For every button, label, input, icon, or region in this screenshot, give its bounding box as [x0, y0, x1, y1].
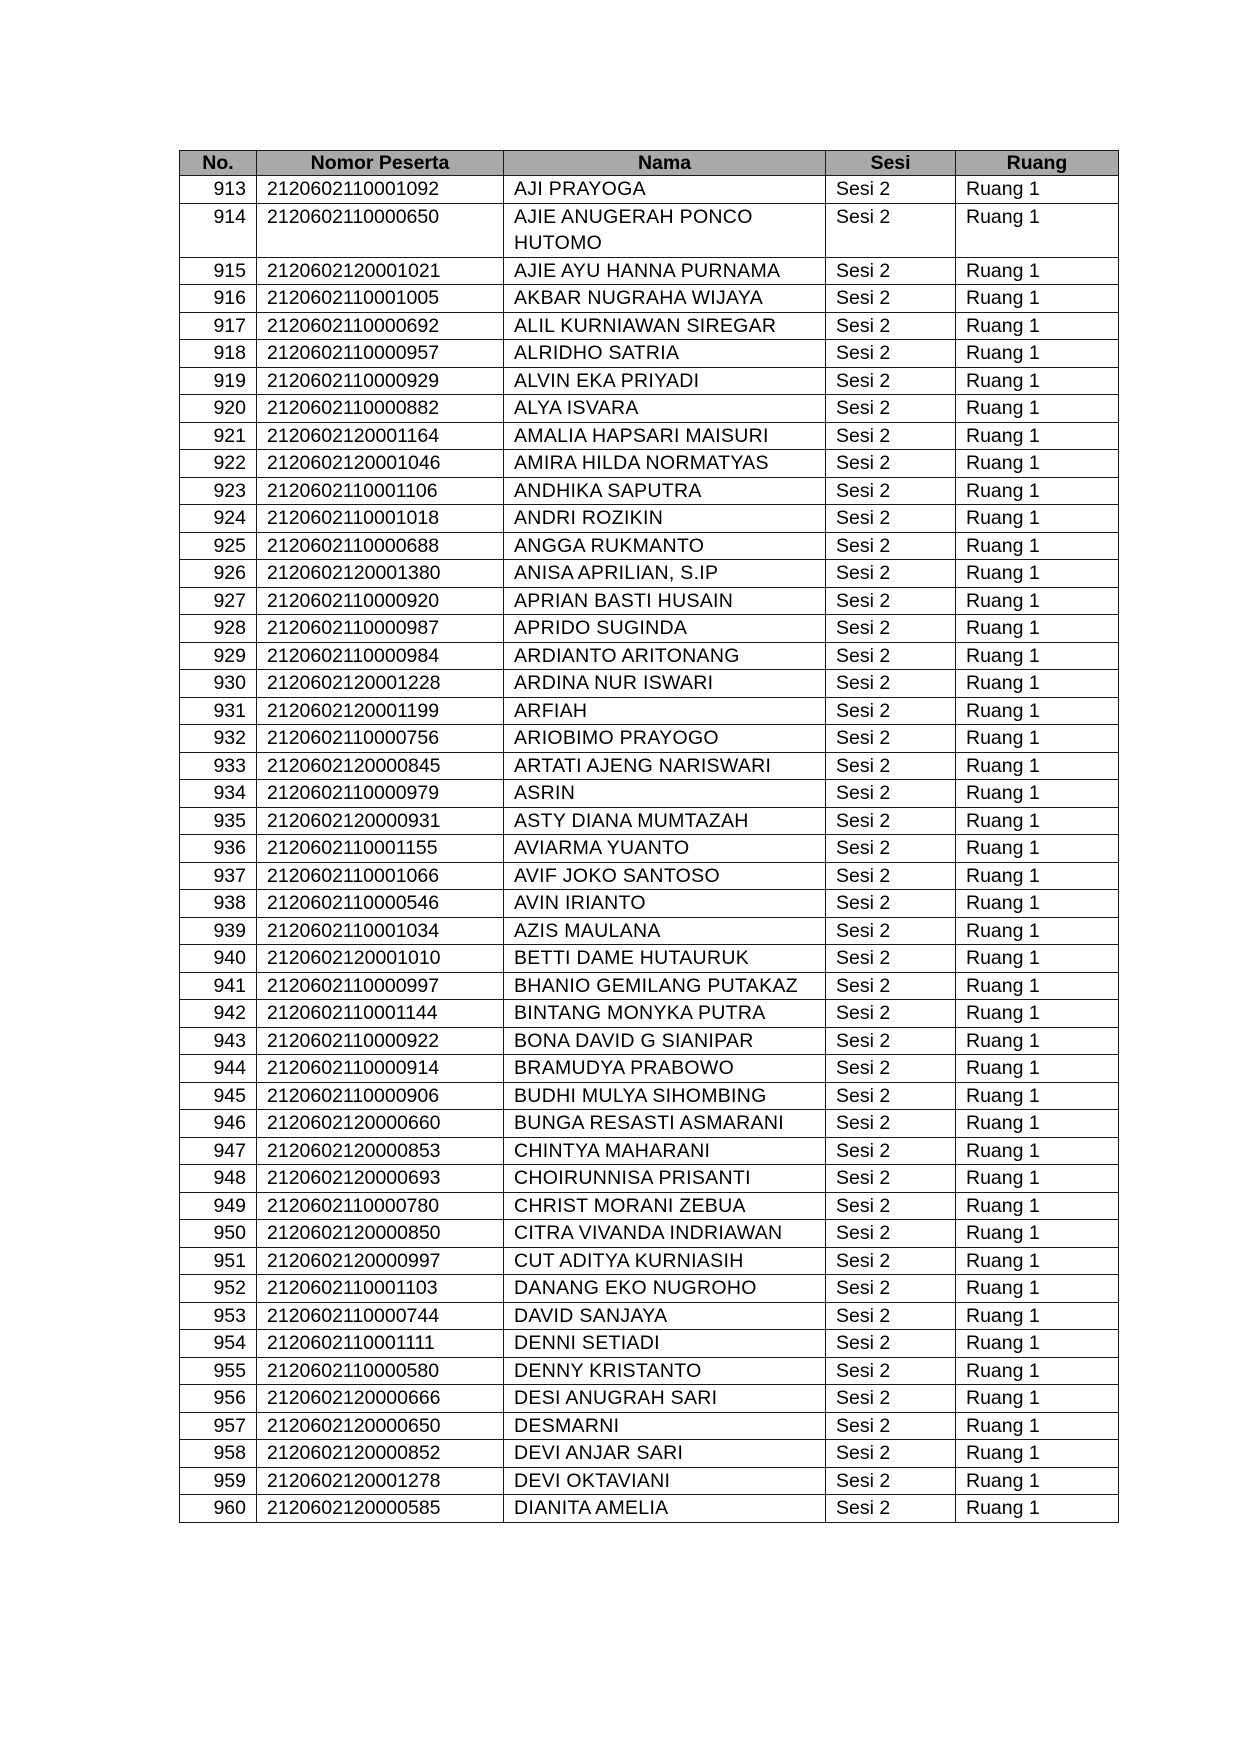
cell-nomor-peserta: 2120602110000984	[257, 642, 504, 670]
cell-nama: BRAMUDYA PRABOWO	[504, 1055, 826, 1083]
cell-no: 930	[180, 670, 257, 698]
cell-nama: DEVI OKTAVIANI	[504, 1467, 826, 1495]
cell-nomor-peserta: 2120602120001228	[257, 670, 504, 698]
cell-nama: ALVIN EKA PRIYADI	[504, 367, 826, 395]
table-row	[180, 176, 1119, 204]
header-sesi: Sesi	[826, 151, 956, 176]
cell-nama: AVIARMA YUANTO	[504, 835, 826, 863]
cell-no: 932	[180, 725, 257, 753]
cell-nama: APRIAN BASTI HUSAIN	[504, 587, 826, 615]
cell-sesi: Sesi 2	[826, 642, 956, 670]
table-row	[180, 1055, 1119, 1083]
header-row	[180, 151, 1119, 176]
cell-nama: CITRA VIVANDA INDRIAWAN	[504, 1220, 826, 1248]
cell-ruang: Ruang 1	[956, 340, 1119, 368]
cell-nama: DIANITA AMELIA	[504, 1495, 826, 1523]
cell-ruang: Ruang 1	[956, 1220, 1119, 1248]
cell-nama: DESI ANUGRAH SARI	[504, 1385, 826, 1413]
cell-ruang: Ruang 1	[956, 1495, 1119, 1523]
cell-ruang: Ruang 1	[956, 532, 1119, 560]
cell-no: 949	[180, 1192, 257, 1220]
cell-nomor-peserta: 2120602110001103	[257, 1275, 504, 1303]
cell-ruang: Ruang 1	[956, 285, 1119, 313]
table-row	[180, 285, 1119, 313]
cell-ruang: Ruang 1	[956, 1385, 1119, 1413]
cell-nomor-peserta: 2120602110000580	[257, 1357, 504, 1385]
cell-no: 922	[180, 450, 257, 478]
cell-nomor-peserta: 2120602120001199	[257, 697, 504, 725]
cell-nama: ARDINA NUR ISWARI	[504, 670, 826, 698]
cell-nama: BINTANG MONYKA PUTRA	[504, 1000, 826, 1028]
cell-ruang: Ruang 1	[956, 450, 1119, 478]
table-row	[180, 1110, 1119, 1138]
cell-sesi: Sesi 2	[826, 505, 956, 533]
cell-no: 940	[180, 945, 257, 973]
cell-sesi: Sesi 2	[826, 752, 956, 780]
table-row	[180, 560, 1119, 588]
cell-nomor-peserta: 2120602120001380	[257, 560, 504, 588]
cell-sesi: Sesi 2	[826, 972, 956, 1000]
cell-ruang: Ruang 1	[956, 670, 1119, 698]
cell-nama: DENNY KRISTANTO	[504, 1357, 826, 1385]
cell-sesi: Sesi 2	[826, 1385, 956, 1413]
cell-ruang: Ruang 1	[956, 312, 1119, 340]
cell-ruang: Ruang 1	[956, 1247, 1119, 1275]
cell-sesi: Sesi 2	[826, 1357, 956, 1385]
cell-sesi: Sesi 2	[826, 285, 956, 313]
cell-sesi: Sesi 2	[826, 862, 956, 890]
cell-sesi: Sesi 2	[826, 945, 956, 973]
table-row	[180, 615, 1119, 643]
cell-ruang: Ruang 1	[956, 1165, 1119, 1193]
table-row	[180, 780, 1119, 808]
cell-sesi: Sesi 2	[826, 697, 956, 725]
cell-ruang: Ruang 1	[956, 1082, 1119, 1110]
cell-nomor-peserta: 2120602120000853	[257, 1137, 504, 1165]
cell-no: 933	[180, 752, 257, 780]
cell-nomor-peserta: 2120602110001005	[257, 285, 504, 313]
table-row	[180, 1165, 1119, 1193]
cell-no: 958	[180, 1440, 257, 1468]
cell-nama: DEVI ANJAR SARI	[504, 1440, 826, 1468]
participant-table	[179, 150, 1119, 1523]
cell-nama: AJI PRAYOGA	[504, 176, 826, 204]
cell-sesi: Sesi 2	[826, 532, 956, 560]
cell-nomor-peserta: 2120602110000914	[257, 1055, 504, 1083]
cell-sesi: Sesi 2	[826, 257, 956, 285]
cell-no: 952	[180, 1275, 257, 1303]
cell-nomor-peserta: 2120602110000920	[257, 587, 504, 615]
cell-sesi: Sesi 2	[826, 1137, 956, 1165]
cell-nama: AVIN IRIANTO	[504, 890, 826, 918]
cell-no: 939	[180, 917, 257, 945]
cell-nomor-peserta: 2120602110000756	[257, 725, 504, 753]
cell-nomor-peserta: 2120602110000906	[257, 1082, 504, 1110]
cell-no: 953	[180, 1302, 257, 1330]
cell-no: 954	[180, 1330, 257, 1358]
cell-nama: AZIS MAULANA	[504, 917, 826, 945]
cell-nama: AKBAR NUGRAHA WIJAYA	[504, 285, 826, 313]
cell-no: 938	[180, 890, 257, 918]
cell-sesi: Sesi 2	[826, 1495, 956, 1523]
cell-ruang: Ruang 1	[956, 752, 1119, 780]
cell-ruang: Ruang 1	[956, 1302, 1119, 1330]
cell-nama: ARDIANTO ARITONANG	[504, 642, 826, 670]
cell-no: 950	[180, 1220, 257, 1248]
cell-no: 931	[180, 697, 257, 725]
table-row	[180, 917, 1119, 945]
cell-no: 924	[180, 505, 257, 533]
cell-sesi: Sesi 2	[826, 1082, 956, 1110]
cell-no: 943	[180, 1027, 257, 1055]
cell-nomor-peserta: 2120602120000997	[257, 1247, 504, 1275]
cell-nomor-peserta: 2120602110000546	[257, 890, 504, 918]
table-row	[180, 642, 1119, 670]
cell-nama: BUDHI MULYA SIHOMBING	[504, 1082, 826, 1110]
cell-sesi: Sesi 2	[826, 1192, 956, 1220]
cell-nomor-peserta: 2120602120000660	[257, 1110, 504, 1138]
cell-ruang: Ruang 1	[956, 945, 1119, 973]
cell-ruang: Ruang 1	[956, 1000, 1119, 1028]
cell-no: 960	[180, 1495, 257, 1523]
cell-nomor-peserta: 2120602110001018	[257, 505, 504, 533]
table-row	[180, 340, 1119, 368]
table-row	[180, 945, 1119, 973]
table-row	[180, 367, 1119, 395]
cell-no: 921	[180, 422, 257, 450]
cell-nama: BETTI DAME HUTAURUK	[504, 945, 826, 973]
cell-nama: ALRIDHO SATRIA	[504, 340, 826, 368]
cell-ruang: Ruang 1	[956, 1192, 1119, 1220]
cell-ruang: Ruang 1	[956, 1027, 1119, 1055]
cell-ruang: Ruang 1	[956, 505, 1119, 533]
table-row	[180, 1247, 1119, 1275]
cell-no: 942	[180, 1000, 257, 1028]
cell-nama: ANISA APRILIAN, S.IP	[504, 560, 826, 588]
table-row	[180, 1275, 1119, 1303]
cell-nomor-peserta: 2120602110000929	[257, 367, 504, 395]
cell-sesi: Sesi 2	[826, 477, 956, 505]
table-row	[180, 395, 1119, 423]
cell-no: 951	[180, 1247, 257, 1275]
cell-ruang: Ruang 1	[956, 642, 1119, 670]
table-row	[180, 312, 1119, 340]
table-row	[180, 1137, 1119, 1165]
cell-ruang: Ruang 1	[956, 587, 1119, 615]
cell-ruang: Ruang 1	[956, 1330, 1119, 1358]
cell-nama: CHRIST MORANI ZEBUA	[504, 1192, 826, 1220]
cell-nama: BUNGA RESASTI ASMARANI	[504, 1110, 826, 1138]
cell-sesi: Sesi 2	[826, 587, 956, 615]
cell-no: 914	[180, 203, 257, 257]
cell-nomor-peserta: 2120602110001106	[257, 477, 504, 505]
cell-nomor-peserta: 2120602120000852	[257, 1440, 504, 1468]
cell-sesi: Sesi 2	[826, 1000, 956, 1028]
cell-no: 916	[180, 285, 257, 313]
cell-sesi: Sesi 2	[826, 1275, 956, 1303]
cell-nama: APRIDO SUGINDA	[504, 615, 826, 643]
cell-ruang: Ruang 1	[956, 1467, 1119, 1495]
cell-nama: ASRIN	[504, 780, 826, 808]
cell-ruang: Ruang 1	[956, 972, 1119, 1000]
cell-ruang: Ruang 1	[956, 1055, 1119, 1083]
cell-nomor-peserta: 2120602110000692	[257, 312, 504, 340]
cell-sesi: Sesi 2	[826, 1055, 956, 1083]
cell-no: 957	[180, 1412, 257, 1440]
cell-nama: AJIE ANUGERAH PONCO HUTOMO	[504, 203, 826, 257]
table-row	[180, 477, 1119, 505]
cell-ruang: Ruang 1	[956, 835, 1119, 863]
cell-ruang: Ruang 1	[956, 862, 1119, 890]
cell-ruang: Ruang 1	[956, 725, 1119, 753]
cell-nomor-peserta: 2120602120000666	[257, 1385, 504, 1413]
cell-sesi: Sesi 2	[826, 395, 956, 423]
cell-nama: DANANG EKO NUGROHO	[504, 1275, 826, 1303]
header-nomor-peserta: Nomor Peserta	[257, 151, 504, 176]
table-row	[180, 257, 1119, 285]
cell-sesi: Sesi 2	[826, 560, 956, 588]
cell-no: 926	[180, 560, 257, 588]
table-row	[180, 1000, 1119, 1028]
cell-nomor-peserta: 2120602110001092	[257, 176, 504, 204]
cell-no: 945	[180, 1082, 257, 1110]
cell-sesi: Sesi 2	[826, 312, 956, 340]
cell-nomor-peserta: 2120602120001010	[257, 945, 504, 973]
table-row	[180, 203, 1119, 257]
cell-ruang: Ruang 1	[956, 1412, 1119, 1440]
cell-sesi: Sesi 2	[826, 367, 956, 395]
cell-ruang: Ruang 1	[956, 890, 1119, 918]
table-body	[180, 176, 1119, 1523]
table-row	[180, 1357, 1119, 1385]
cell-nama: ASTY DIANA MUMTAZAH	[504, 807, 826, 835]
cell-nomor-peserta: 2120602120000650	[257, 1412, 504, 1440]
cell-nomor-peserta: 2120602120001046	[257, 450, 504, 478]
cell-sesi: Sesi 2	[826, 422, 956, 450]
cell-nama: ANDRI ROZIKIN	[504, 505, 826, 533]
cell-nama: ALIL KURNIAWAN SIREGAR	[504, 312, 826, 340]
cell-nama: DESMARNI	[504, 1412, 826, 1440]
cell-nama: AJIE AYU HANNA PURNAMA	[504, 257, 826, 285]
cell-no: 929	[180, 642, 257, 670]
cell-sesi: Sesi 2	[826, 1027, 956, 1055]
cell-nama: BONA DAVID G SIANIPAR	[504, 1027, 826, 1055]
table-row	[180, 587, 1119, 615]
table-row	[180, 532, 1119, 560]
cell-nomor-peserta: 2120602120000845	[257, 752, 504, 780]
cell-nomor-peserta: 2120602110001111	[257, 1330, 504, 1358]
cell-nama: ARIOBIMO PRAYOGO	[504, 725, 826, 753]
cell-ruang: Ruang 1	[956, 1357, 1119, 1385]
cell-sesi: Sesi 2	[826, 890, 956, 918]
cell-nama: BHANIO GEMILANG PUTAKAZ	[504, 972, 826, 1000]
table-row	[180, 1302, 1119, 1330]
cell-sesi: Sesi 2	[826, 1412, 956, 1440]
cell-no: 937	[180, 862, 257, 890]
table-row	[180, 1330, 1119, 1358]
cell-sesi: Sesi 2	[826, 615, 956, 643]
cell-no: 920	[180, 395, 257, 423]
cell-nomor-peserta: 2120602120000693	[257, 1165, 504, 1193]
cell-nama: CHOIRUNNISA PRISANTI	[504, 1165, 826, 1193]
table-row	[180, 1467, 1119, 1495]
cell-nomor-peserta: 2120602110001144	[257, 1000, 504, 1028]
table-row	[180, 422, 1119, 450]
table-row	[180, 505, 1119, 533]
header-no: No.	[180, 151, 257, 176]
cell-nama: DAVID SANJAYA	[504, 1302, 826, 1330]
cell-nomor-peserta: 2120602120000585	[257, 1495, 504, 1523]
table-row	[180, 752, 1119, 780]
cell-ruang: Ruang 1	[956, 807, 1119, 835]
cell-no: 936	[180, 835, 257, 863]
cell-nama: ARFIAH	[504, 697, 826, 725]
cell-ruang: Ruang 1	[956, 477, 1119, 505]
cell-nama: AMALIA HAPSARI MAISURI	[504, 422, 826, 450]
cell-no: 928	[180, 615, 257, 643]
table-row	[180, 725, 1119, 753]
cell-nomor-peserta: 2120602110000688	[257, 532, 504, 560]
cell-sesi: Sesi 2	[826, 807, 956, 835]
table-row	[180, 807, 1119, 835]
cell-no: 935	[180, 807, 257, 835]
cell-nomor-peserta: 2120602110000882	[257, 395, 504, 423]
cell-ruang: Ruang 1	[956, 422, 1119, 450]
cell-nomor-peserta: 2120602110000744	[257, 1302, 504, 1330]
cell-no: 919	[180, 367, 257, 395]
cell-nama: DENNI SETIADI	[504, 1330, 826, 1358]
table-row	[180, 670, 1119, 698]
table-row	[180, 1440, 1119, 1468]
cell-no: 944	[180, 1055, 257, 1083]
cell-no: 915	[180, 257, 257, 285]
cell-sesi: Sesi 2	[826, 670, 956, 698]
cell-ruang: Ruang 1	[956, 395, 1119, 423]
table-row	[180, 1027, 1119, 1055]
table-row	[180, 835, 1119, 863]
cell-sesi: Sesi 2	[826, 450, 956, 478]
cell-ruang: Ruang 1	[956, 780, 1119, 808]
cell-nama: CHINTYA MAHARANI	[504, 1137, 826, 1165]
cell-sesi: Sesi 2	[826, 725, 956, 753]
cell-ruang: Ruang 1	[956, 367, 1119, 395]
cell-nomor-peserta: 2120602110000997	[257, 972, 504, 1000]
cell-ruang: Ruang 1	[956, 917, 1119, 945]
cell-nomor-peserta: 2120602110001066	[257, 862, 504, 890]
table-row	[180, 1192, 1119, 1220]
cell-nomor-peserta: 2120602110001034	[257, 917, 504, 945]
cell-sesi: Sesi 2	[826, 340, 956, 368]
cell-no: 948	[180, 1165, 257, 1193]
cell-ruang: Ruang 1	[956, 1440, 1119, 1468]
header-nama: Nama	[504, 151, 826, 176]
cell-nomor-peserta: 2120602110000957	[257, 340, 504, 368]
table-row	[180, 1495, 1119, 1523]
cell-nomor-peserta: 2120602120001278	[257, 1467, 504, 1495]
cell-sesi: Sesi 2	[826, 1330, 956, 1358]
table-row	[180, 1220, 1119, 1248]
cell-sesi: Sesi 2	[826, 1302, 956, 1330]
cell-sesi: Sesi 2	[826, 1440, 956, 1468]
cell-nomor-peserta: 2120602110000650	[257, 203, 504, 257]
cell-nomor-peserta: 2120602110001155	[257, 835, 504, 863]
cell-nomor-peserta: 2120602110000780	[257, 1192, 504, 1220]
cell-ruang: Ruang 1	[956, 615, 1119, 643]
cell-sesi: Sesi 2	[826, 917, 956, 945]
cell-sesi: Sesi 2	[826, 203, 956, 257]
cell-sesi: Sesi 2	[826, 1110, 956, 1138]
cell-no: 955	[180, 1357, 257, 1385]
table-row	[180, 450, 1119, 478]
cell-no: 956	[180, 1385, 257, 1413]
cell-no: 934	[180, 780, 257, 808]
cell-nama: ALYA ISVARA	[504, 395, 826, 423]
table-header	[180, 151, 1119, 176]
cell-nama: AMIRA HILDA NORMATYAS	[504, 450, 826, 478]
table-row	[180, 862, 1119, 890]
cell-nomor-peserta: 2120602120001164	[257, 422, 504, 450]
cell-nomor-peserta: 2120602120000850	[257, 1220, 504, 1248]
table-row	[180, 697, 1119, 725]
cell-nomor-peserta: 2120602110000922	[257, 1027, 504, 1055]
cell-nama: CUT ADITYA KURNIASIH	[504, 1247, 826, 1275]
table-row	[180, 890, 1119, 918]
cell-ruang: Ruang 1	[956, 560, 1119, 588]
cell-sesi: Sesi 2	[826, 176, 956, 204]
cell-sesi: Sesi 2	[826, 1165, 956, 1193]
cell-sesi: Sesi 2	[826, 780, 956, 808]
table-row	[180, 1385, 1119, 1413]
cell-no: 917	[180, 312, 257, 340]
cell-nama: ANGGA RUKMANTO	[504, 532, 826, 560]
table-row	[180, 972, 1119, 1000]
cell-nama: ANDHIKA SAPUTRA	[504, 477, 826, 505]
cell-nama: ARTATI AJENG NARISWARI	[504, 752, 826, 780]
cell-sesi: Sesi 2	[826, 1220, 956, 1248]
cell-nomor-peserta: 2120602110000987	[257, 615, 504, 643]
cell-ruang: Ruang 1	[956, 203, 1119, 257]
cell-sesi: Sesi 2	[826, 1467, 956, 1495]
cell-ruang: Ruang 1	[956, 1110, 1119, 1138]
cell-ruang: Ruang 1	[956, 176, 1119, 204]
cell-no: 959	[180, 1467, 257, 1495]
cell-no: 925	[180, 532, 257, 560]
cell-sesi: Sesi 2	[826, 835, 956, 863]
table-row	[180, 1082, 1119, 1110]
cell-nama: AVIF JOKO SANTOSO	[504, 862, 826, 890]
table-row	[180, 1412, 1119, 1440]
cell-no: 946	[180, 1110, 257, 1138]
cell-nomor-peserta: 2120602120001021	[257, 257, 504, 285]
cell-ruang: Ruang 1	[956, 1137, 1119, 1165]
header-ruang: Ruang	[956, 151, 1119, 176]
cell-no: 927	[180, 587, 257, 615]
cell-ruang: Ruang 1	[956, 1275, 1119, 1303]
cell-nomor-peserta: 2120602110000979	[257, 780, 504, 808]
cell-no: 913	[180, 176, 257, 204]
cell-no: 941	[180, 972, 257, 1000]
cell-ruang: Ruang 1	[956, 257, 1119, 285]
cell-nomor-peserta: 2120602120000931	[257, 807, 504, 835]
cell-no: 923	[180, 477, 257, 505]
cell-no: 918	[180, 340, 257, 368]
cell-ruang: Ruang 1	[956, 697, 1119, 725]
cell-sesi: Sesi 2	[826, 1247, 956, 1275]
cell-no: 947	[180, 1137, 257, 1165]
